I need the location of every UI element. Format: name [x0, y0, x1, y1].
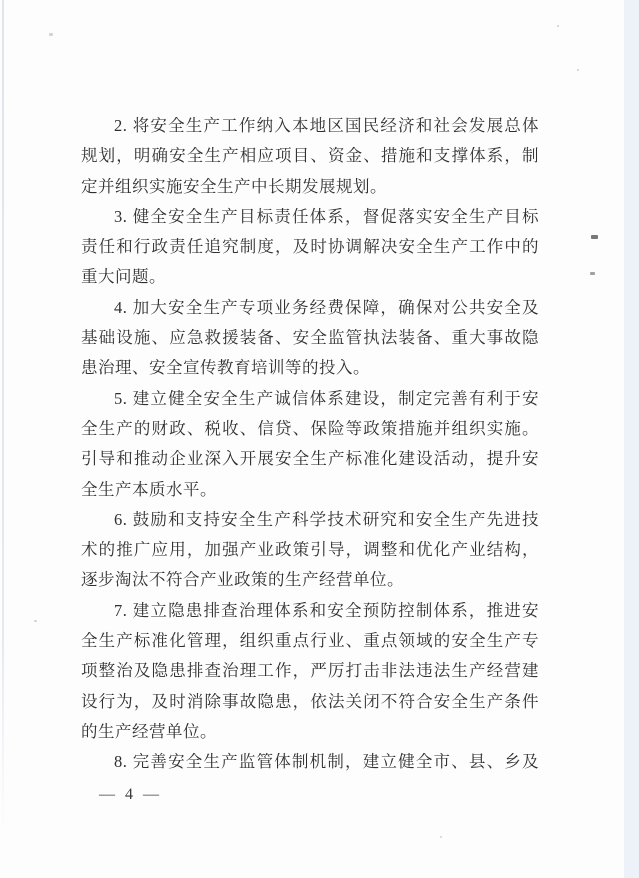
paragraph-line: 基础设施、应急救援装备、安全监管执法装备、重大事故隐 — [81, 328, 539, 348]
scan-speck — [34, 620, 37, 622]
scan-speck — [49, 33, 53, 36]
page-number: — 4 — — [99, 786, 162, 803]
paragraph-item-3 — [81, 202, 539, 293]
paragraph-line: 项整治及隐患排查治理工作，严厉打击非法违法生产经营建 — [81, 661, 539, 681]
scan-speck — [577, 69, 579, 71]
paragraph-line: 逐步淘汰不符合产业政策的生产经营单位。 — [81, 570, 404, 590]
paragraph-line: 定并组织实施安全生产中长期发展规划。 — [81, 176, 387, 196]
paragraph-line: 4. 加大安全生产专项业务经费保障，确保对公共安全及 — [114, 297, 539, 317]
paragraph-line: 7. 建立隐患排查治理体系和安全预防控制体系，推进安 — [114, 600, 539, 620]
paragraph-line: 全生产的财政、税收、信贷、保险等政策措施并组织实施。 — [81, 418, 539, 438]
paragraph-line: 全生产本质水平。 — [81, 479, 217, 499]
paragraph-line: 3. 健全安全生产目标责任体系，督促落实安全生产目标 — [114, 206, 539, 226]
paragraph-line: 患治理、安全宣传教育培训等的投入。 — [81, 358, 370, 378]
paragraph-item-7 — [81, 596, 539, 747]
scan-edge-line-left — [2, 0, 4, 878]
paragraph-line: 重大问题。 — [81, 267, 166, 287]
document-body — [81, 111, 539, 778]
paragraph-line: 规划，明确安全生产相应项目、资金、措施和支撑体系，制 — [81, 146, 539, 166]
paragraph-line: 设行为，及时消除事故隐患，依法关闭不符合安全生产条件 — [81, 691, 539, 711]
paragraph-item-2 — [81, 111, 539, 202]
paragraph-item-6 — [81, 505, 539, 596]
paragraph-line: 6. 鼓励和支持安全生产科学技术研究和安全生产先进技 — [114, 509, 539, 529]
paragraph-line: 术的推广应用，加强产业政策引导，调整和优化产业结构， — [81, 540, 539, 560]
paragraph-line: 8. 完善安全生产监管体制机制，建立健全市、县、乡及 — [114, 752, 539, 772]
scan-speck — [591, 235, 598, 239]
paragraph-line: 引导和推动企业深入开展安全生产标准化建设活动，提升安 — [81, 449, 539, 469]
paragraph-line: 全生产标准化管理，组织重点行业、重点领域的安全生产专 — [81, 631, 539, 651]
scan-speck — [440, 836, 442, 838]
paragraph-line: 5. 建立健全安全生产诚信体系建设，制定完善有利于安 — [114, 388, 539, 408]
scan-speck — [557, 25, 559, 27]
paragraph-line: 2. 将安全生产工作纳入本地区国民经济和社会发展总体 — [114, 116, 539, 135]
scan-speck — [218, 302, 220, 304]
scan-speck — [590, 272, 595, 275]
paragraph-item-4 — [81, 293, 539, 384]
paragraph-item-5 — [81, 384, 539, 505]
paragraph-line: 的生产经营单位。 — [81, 721, 217, 741]
scan-edge-band-right — [624, 0, 639, 878]
paragraph-line: 责任和行政责任追究制度，及时协调解决安全生产工作中的 — [81, 237, 539, 257]
paragraph-item-8 — [81, 747, 539, 777]
